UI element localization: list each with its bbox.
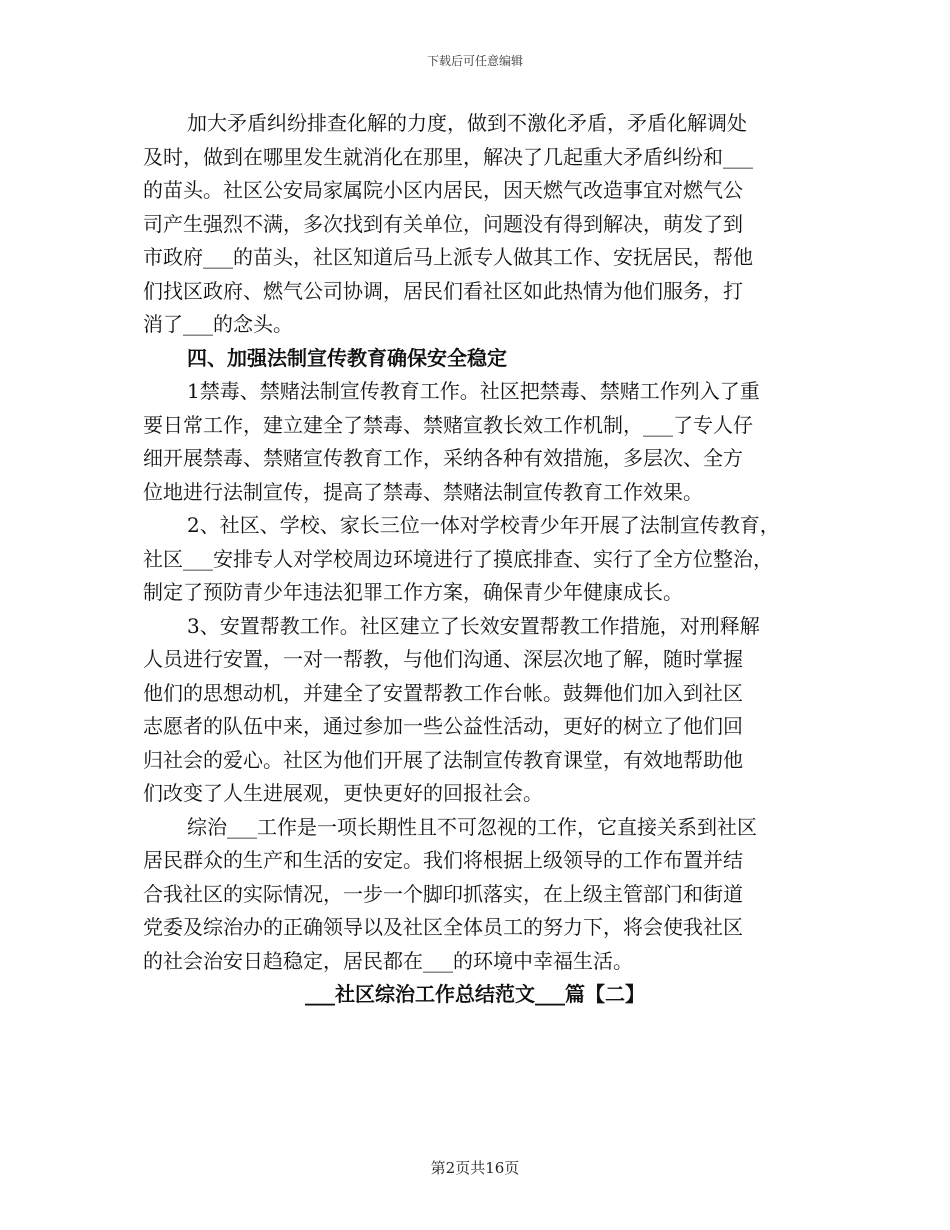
- text-line: 归社会的爱心。社区为他们开展了法制宣传教育课堂，有效地帮助他: [143, 747, 743, 772]
- page-header: 下载后可任意编辑: [426, 54, 523, 68]
- text-line: 及时，做到在哪里发生就消化在那里，解决了几起重大矛盾纠纷和___: [143, 144, 753, 169]
- text-line: 司产生强烈不满，多次找到有关单位，问题没有得到解决，萌发了到: [143, 211, 743, 236]
- page-footer: 第2页共16页: [430, 1159, 520, 1177]
- text-line: 合我社区的实际情况，一步一个脚印抓落实，在上级主管部门和街道: [143, 881, 743, 906]
- text-line: 的苗头。社区公安局家属院小区内居民，因天燃气改造事宜对燃气公: [143, 178, 743, 202]
- text-line: 综治___工作是一项长期性且不可忽视的工作，它直接关系到社区: [187, 814, 757, 839]
- section-heading: ___社区综治工作总结范文___篇【二】: [305, 982, 645, 1006]
- text-line: 党委及综治办的正确领导以及社区全体员工的努力下，将会使我社区: [143, 915, 743, 939]
- section-heading: 四、加强法制宣传教育确保安全稳定: [187, 345, 507, 370]
- text-line: 志愿者的队伍中来，通过参加一些公益性活动，更好的树立了他们回: [143, 714, 743, 738]
- text-line: 们找区政府、燃气公司协调，居民们看社区如此热情为他们服务，打: [143, 278, 743, 303]
- text-line: 的社会治安日趋稳定，居民都在___的环境中幸福生活。: [143, 948, 633, 973]
- text-line: 2、社区、学校、家长三位一体对学校青少年开展了法制宣传教育，: [187, 513, 780, 537]
- text-line: 们改变了人生进展观，更快更好的回报社会。: [143, 781, 543, 805]
- text-line: 要日常工作，建立建全了禁毒、禁赌宣教长效工作机制，___了专人仔: [143, 412, 753, 437]
- text-line: 制定了预防青少年违法犯罪工作方案，确保青少年健康成长。: [143, 580, 683, 604]
- text-line: 加大矛盾纠纷排查化解的力度，做到不激化矛盾，矛盾化解调处: [187, 111, 747, 135]
- text-line: 居民群众的生产和生活的安定。我们将根据上级领导的工作布置并结: [143, 848, 743, 872]
- document-body: [143, 107, 807, 1012]
- text-line: 市政府___的苗头，社区知道后马上派专人做其工作、安抚居民，帮他: [143, 245, 753, 269]
- text-line: 消了___的念头。: [143, 312, 293, 336]
- text-line: 社区___安排专人对学校周边环境进行了摸底排查、实行了全方位整治，: [143, 546, 773, 571]
- text-line: 1禁毒、禁赌法制宣传教育工作。社区把禁毒、禁赌工作列入了重: [187, 379, 760, 403]
- text-line: 细开展禁毒、禁赌宣传教育工作，采纳各种有效措施，多层次、全方: [143, 446, 743, 470]
- text-line: 位地进行法制宣传，提高了禁毒、禁赌法制宣传教育工作效果。: [143, 479, 703, 504]
- text-line: 人员进行安置，一对一帮教，与他们沟通、深层次地了解，随时掌握: [143, 647, 743, 671]
- text-line: 3、安置帮教工作。社区建立了长效安置帮教工作措施，对刑释解: [187, 613, 760, 638]
- text-line: 他们的思想动机，并建全了安置帮教工作台帐。鼓舞他们加入到社区: [143, 680, 743, 705]
